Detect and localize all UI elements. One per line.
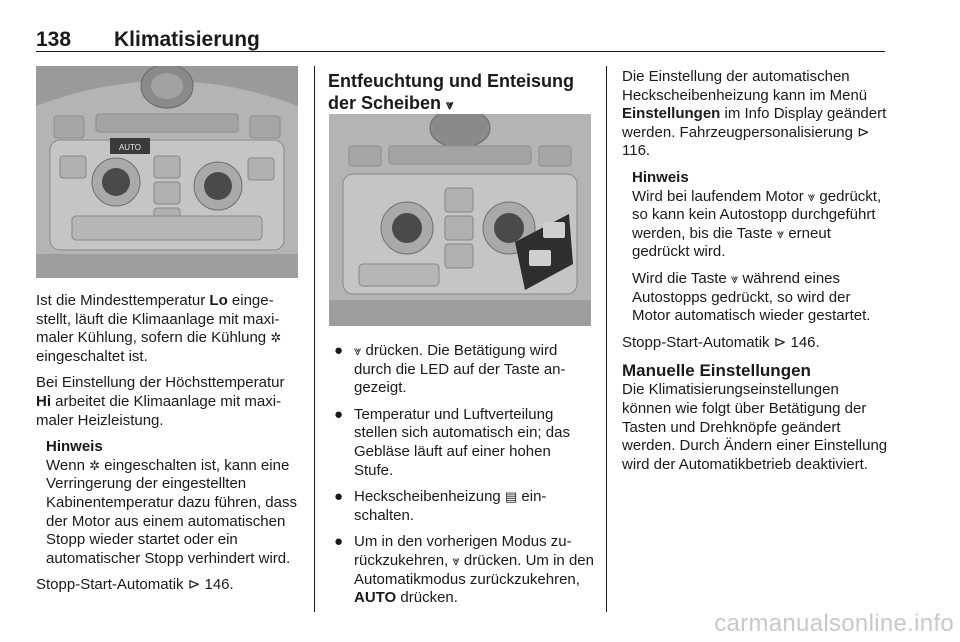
bullet-icon: ● [334,405,344,423]
column-1 [36,292,300,603]
page-ref-arrow-icon: ⊳ [857,123,870,141]
windshield-defrost-icon: ⩔ [452,552,460,568]
demist-panel-photo [329,114,591,326]
column-2 [328,68,594,124]
paragraph-hi-temperature: Bei Einstellung der Höchsttemperatur Hi arbeitet die Klimaanlage mit maximaler Heizleistung. [36,374,285,429]
snowflake-icon: ✲ [89,457,100,473]
windshield-defrost-icon: ⩔ [807,188,816,204]
chapter-title: Klimatisierung [114,28,260,51]
note-box-1 [46,438,300,568]
note-heading: Hinweis [632,168,689,186]
page-header [36,28,886,50]
note-text: Wird bei laufendem Motor ⩔ gedrückt, so kann kein Autostopp durchgeführt werden, bis die Taste ⩔ erneut gedrückt wird. [632,187,882,261]
section-heading-defrost: Entfeuchtung und Enteisung der Scheiben ⩔ [328,70,594,116]
note-text: Wenn ✲ eingeschalten ist, kann eine Verringerung der eingestellten Kabinentemperatur dazu führen, dass der Motor aus einem automatischen Stopp wieder startet oder ein automatischer Stopp verhindert wird. [46,456,297,567]
paragraph-rear-heater-settings: Die Einstellung der automatischen Heckscheibenheizung kann im Menü Einstellungen im Info Display geändert werden. Fahrzeugpersonalisierung ⊳ 116. [622,68,887,160]
windshield-defrost-icon: ⩔ [776,225,785,241]
note-text: Wird die Taste ⩔ während eines Autostopps gedrückt, so wird der Motor automatisch wieder gestartet. [632,269,871,325]
page-ref-arrow-icon: ⊳ [187,576,201,594]
list-item: ● ⩔ drücken. Die Betätigung wird durch die LED auf der Taste angezeigt. [334,342,566,397]
windshield-defrost-icon: ⩔ [354,343,362,358]
page-ref-arrow-icon: ⊳ [773,333,787,351]
column-2-list [328,342,594,616]
column-divider-1 [314,66,315,612]
cross-reference-stop-start: Stopp-Start-Automatik ⊳ 146. [622,333,820,351]
note-heading: Hinweis [46,438,103,456]
demist-panel-illustration [329,114,591,326]
bullet-icon: ● [334,533,344,551]
column-divider-2 [606,66,607,612]
list-item: ● Temperatur und Luftverteilung stellen sich automatisch ein; das Gebläse läuft auf einer hohen Stufe. [334,405,570,479]
windshield-defrost-icon: ⩔ [446,97,454,112]
climate-panel-photo [36,66,298,278]
bullet-icon: ● [334,488,344,506]
windshield-defrost-icon: ⩔ [730,270,739,286]
snowflake-icon: ✲ [270,330,282,346]
watermark: carmanualsonline.info [714,610,954,637]
note-box-2 [632,169,888,326]
list-item: ● Um in den vorherigen Modus zurückzukehren, ⩔ drücken. Um in den Automatikmodus zurückzukehren, AUTO drücken. [334,533,594,607]
auto-button-label: AUTO [118,143,142,152]
cross-reference-stop-start: Stopp-Start-Automatik ⊳ 146. [36,576,234,594]
page-number: 138 [36,28,72,51]
rear-window-heater-icon: ▤ [504,489,518,505]
paragraph-lo-temperature: Ist die Mindesttemperatur Lo eingestellt, läuft die Klimaanlage mit maximaler Kühlung, sofern die Kühlung ✲ eingeschaltet ist. [36,292,282,365]
bullet-icon: ● [334,342,344,359]
climate-panel-illustration [36,66,298,278]
header-rule [36,51,885,52]
column-3 [622,68,888,482]
paragraph-manual-settings: Die Klimatisierungseinstellungen können wie folgt über Betätigung der Tasten und Drehknöpfe geändert werden. Durch Ändern einer Einstellung wird der Automatikbetrieb deaktiviert. [622,381,888,473]
list-item: ● Heckscheibenheizung ▤ einschalten. [334,488,547,524]
section-heading-manual: Manuelle Einstellungen [622,361,811,381]
